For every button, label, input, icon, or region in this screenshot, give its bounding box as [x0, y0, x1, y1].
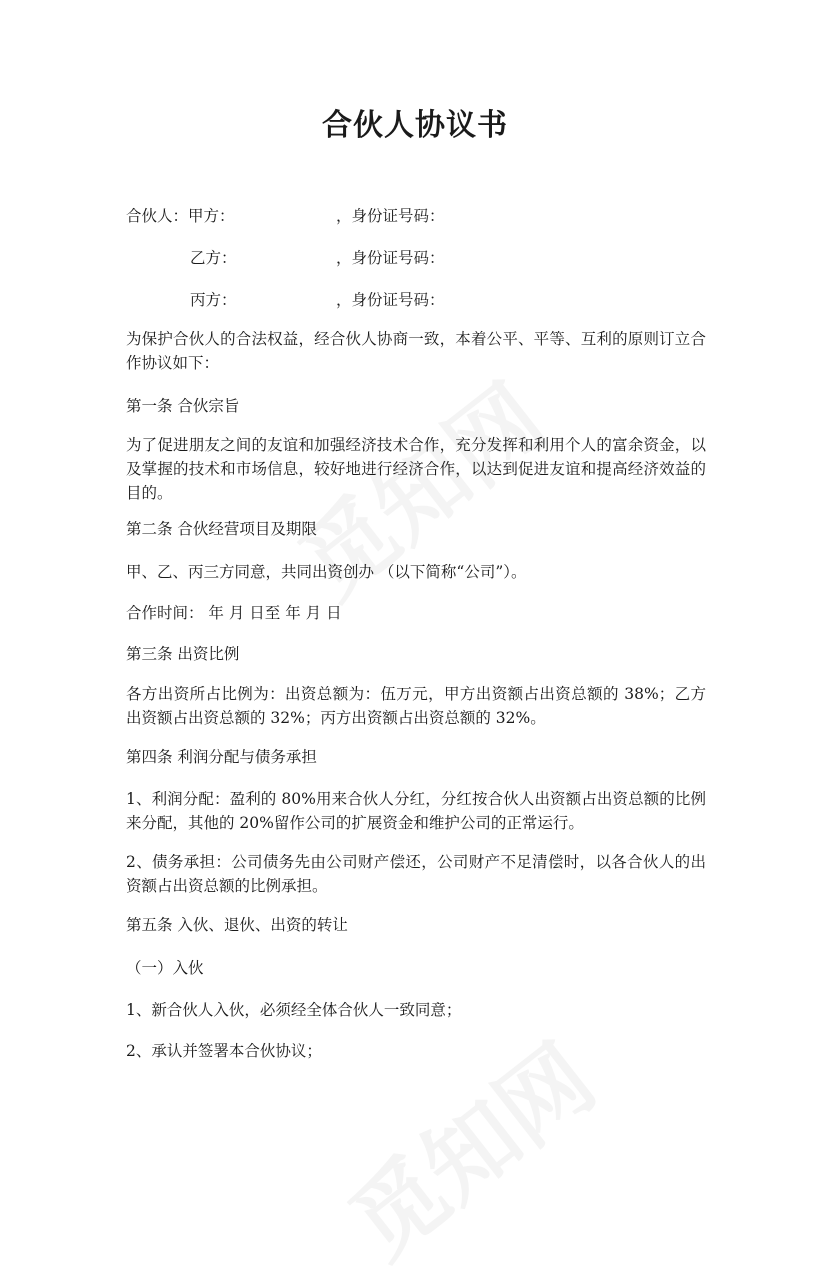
article-2-heading: 第二条 合伙经营项目及期限	[126, 520, 317, 538]
party-a-id: ，身份证号码：	[336, 207, 445, 225]
article-4-heading: 第四条 利润分配与债务承担	[126, 748, 317, 766]
watermark-bottom	[319, 1009, 618, 1283]
intro-paragraph: 为保护合伙人的合法权益，经合伙人协商一致，本着公平、平等、互利的原则订立合作协议如下：	[126, 330, 706, 372]
document-title: 合伙人协议书	[322, 108, 508, 143]
article-3-body: 各方出资所占比例为：出资总额为：伍万元，甲方出资额占出资总额的 38%；乙方出资额占出资总额的 32%；丙方出资额占出资总额的 32%。	[126, 685, 706, 727]
party-b-id: ，身份证号码：	[336, 249, 445, 267]
party-b-label: 乙方：	[190, 249, 237, 267]
admission-item-2: 2、承认并签署本合伙协议；	[126, 1042, 322, 1060]
party-a-label: 甲方：	[188, 207, 235, 225]
article-3-heading: 第三条 出资比例	[126, 645, 240, 663]
party-c-id: ，身份证号码：	[336, 291, 445, 309]
article-1-body: 为了促进朋友之间的友谊和加强经济技术合作，充分发挥和利用个人的富余资金，以及掌握的技术和市场信息，较好地进行经济合作，以达到促进友谊和提高经济效益的目的。	[126, 436, 706, 502]
party-c-label: 丙方：	[190, 291, 237, 309]
article-5-heading: 第五条 入伙、退伙、出资的转让	[126, 916, 348, 934]
debt-liability: 2、债务承担：公司债务先由公司财产偿还，公司财产不足清偿时，以各合伙人的出资额占出资总额的比例承担。	[126, 853, 706, 895]
article-2-body: 甲、乙、丙三方同意，共同出资创办 （以下简称“公司”）。	[126, 563, 527, 581]
partners-label: 合伙人：	[126, 207, 189, 225]
admission-item-1: 1、新合伙人入伙，必须经全体合伙人一致同意；	[126, 1001, 462, 1019]
cooperation-time: 合作时间： 年 月 日至 年 月 日	[126, 604, 342, 622]
profit-distribution: 1、利润分配：盈利的 80%用来合伙人分红，分红按合伙人出资额占出资总额的比例来分配，其他的 20%留作公司的扩展资金和维护公司的正常运行。	[126, 790, 706, 832]
admission-subheading: （一）入伙	[126, 959, 204, 977]
party-a-line	[126, 204, 235, 228]
article-1-heading: 第一条 合伙宗旨	[126, 397, 240, 415]
